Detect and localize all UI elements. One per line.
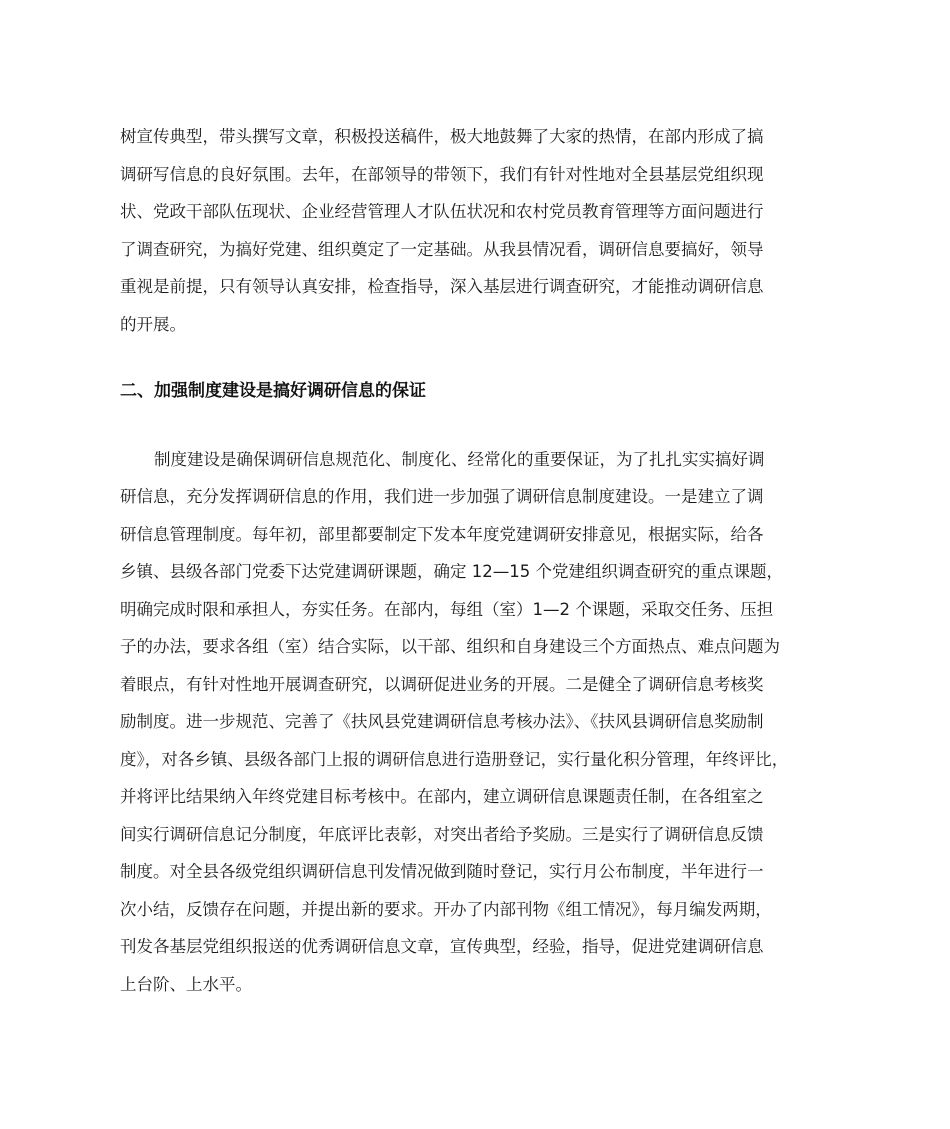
paragraph-2: [120, 441, 836, 1004]
paragraph-line: 制度建设是确保调研信息规范化、制度化、经常化的重要保证，为了扎扎实实搞好调: [154, 449, 765, 469]
paragraph-line: 乡镇、县级各部门党委下达党建调研课题，确定 12—15 个党建组织调查研究的重点课题，: [120, 562, 783, 581]
paragraph-line: 的开展。: [120, 314, 186, 334]
paragraph-line: 励制度。进一步规范、完善了《扶风县党建调研信息考核办法》、《扶风县调研信息奖励制: [120, 712, 764, 731]
paragraph-line: 上台阶、上水平。: [120, 974, 252, 994]
paragraph-line: 并将评比结果纳入年终党建目标考核中。在部内，建立调研信息课题责任制，在各组室之: [120, 787, 764, 806]
section-heading-text: 二、加强制度建设是搞好调研信息的保证: [120, 381, 426, 401]
paragraph-line: 了调查研究，为搞好党建、组织奠定了一定基础。从我县情况看，调研信息要搞好，领导: [120, 239, 764, 259]
section-heading: [120, 373, 836, 411]
document-body: [120, 118, 836, 1003]
paragraph-line: 明确完成时限和承担人，夯实任务。在部内，每组（室）1—2 个课题，采取交任务、压担: [120, 599, 774, 619]
paragraph-line: 着眼点，有针对性地开展调查研究，以调研促进业务的开展。二是健全了调研信息考核奖: [120, 674, 764, 694]
paragraph-line: 调研写信息的良好氛围。去年，在部领导的带领下，我们有针对性地对全县基层党组织现: [120, 164, 764, 184]
paragraph-line: 子的办法，要求各组（室）结合实际，以干部、组织和自身建设三个方面热点、难点问题为: [120, 637, 780, 656]
paragraph-line: 度》，对各乡镇、县级各部门上报的调研信息进行造册登记，实行量化积分管理，年终评比，: [120, 749, 789, 769]
paragraph-line: 间实行调研信息记分制度，年底评比表彰，对突出者给予奖励。三是实行了调研信息反馈: [120, 824, 764, 844]
paragraph-line: 状、党政干部队伍现状、企业经营管理人才队伍状况和农村党员教育管理等方面问题进行: [120, 202, 764, 221]
paragraph-line: 研信息，充分发挥调研信息的作用，我们进一步加强了调研信息制度建设。一是建立了调: [120, 487, 764, 506]
paragraph-line: 重视是前提，只有领导认真安排，检查指导，深入基层进行调查研究，才能推动调研信息: [120, 277, 764, 296]
paragraph-line: 研信息管理制度。每年初，部里都要制定下发本年度党建调研安排意见，根据实际，给各: [120, 524, 764, 544]
paragraph-1: [120, 118, 836, 343]
paragraph-line: 制度。对全县各级党组织调研信息刊发情况做到随时登记，实行月公布制度，半年进行一: [120, 862, 764, 881]
paragraph-line: 刊发各基层党组织报送的优秀调研信息文章，宣传典型，经验，指导，促进党建调研信息: [120, 937, 764, 956]
paragraph-line: 树宣传典型，带头撰写文章，积极投送稿件，极大地鼓舞了大家的热情，在部内形成了搞: [120, 127, 764, 146]
paragraph-line: 次小结，反馈存在问题，并提出新的要求。开办了内部刊物《组工情况》，每月编发两期，: [120, 899, 772, 919]
